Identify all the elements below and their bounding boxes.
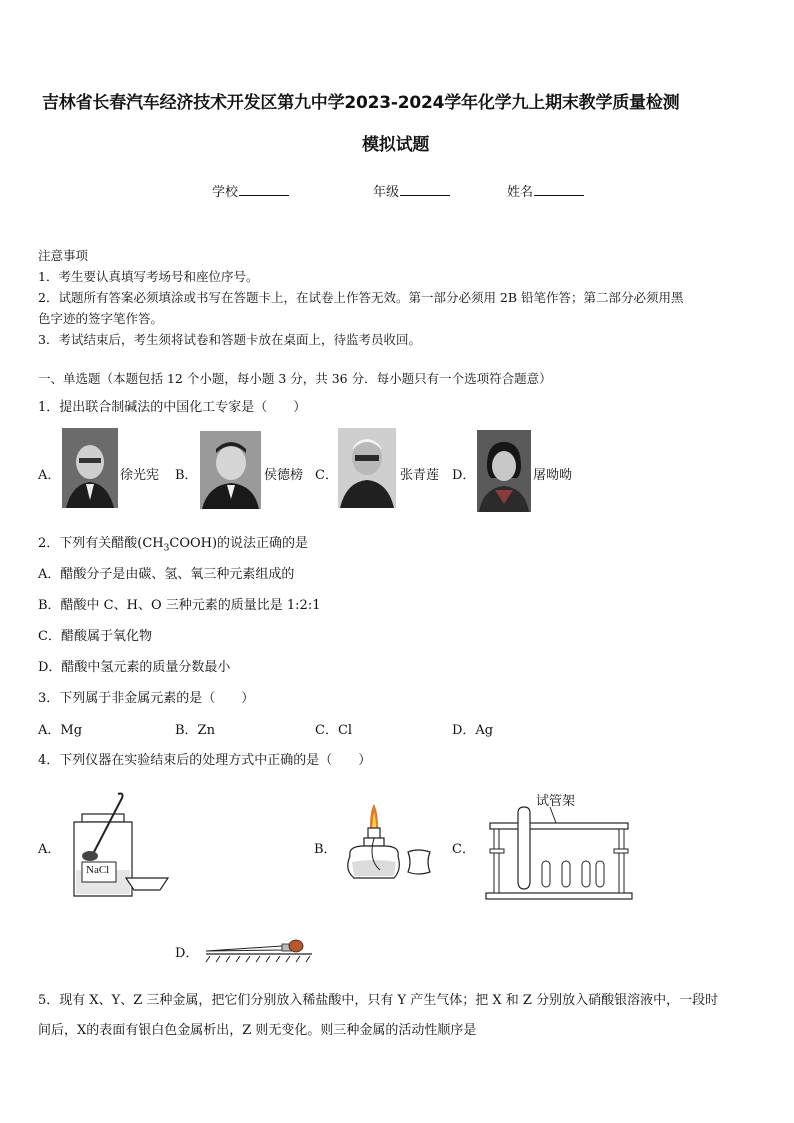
dropper-on-table-illustration [202, 934, 314, 964]
q3-option-d[interactable]: D．Ag [452, 723, 494, 738]
exam-title-line1: 吉林省长春汽车经济技术开发区第九中学2023-2024学年化学九上期末教学质量检测 [42, 93, 680, 113]
grade-blank[interactable] [400, 183, 450, 196]
q1-option-d-name: 屠呦呦 [533, 468, 573, 483]
name-blank[interactable] [534, 183, 584, 196]
q1-option-b-name: 侯德榜 [264, 468, 304, 483]
school-field[interactable] [212, 181, 289, 200]
q2-stem: 2．下列有关醋酸$(CH_3COOH)$的说法正确的是 [38, 536, 309, 554]
alcohol-lamp-illustration [340, 800, 440, 890]
nacl-label: NaCl [86, 864, 110, 876]
rack-label: 试管架 [536, 794, 576, 809]
portrait-xu-guangxian [62, 428, 118, 508]
q3-option-b[interactable]: B．Zn [175, 723, 215, 738]
portrait-hou-debang [200, 431, 261, 509]
portrait-zhang-qinglian [338, 428, 396, 508]
notice-item: 色字迹的签字笔作答。 [38, 311, 164, 326]
notice-item: 1．考生要认真填写考场号和座位序号。 [38, 269, 259, 284]
grade-label: 年级 [373, 185, 400, 200]
q2-option-c[interactable]: C．醋酸属于氧化物 [38, 629, 152, 644]
q4-option-b[interactable]: B． [314, 842, 337, 857]
q1-option-c-letter[interactable]: C． [315, 468, 338, 483]
q2-option-b[interactable]: B．醋酸中 C、H、O 三种元素的质量比是 1:2:1 [38, 598, 321, 613]
test-tube-rack-illustration [484, 805, 636, 905]
school-label: 学校 [212, 185, 239, 200]
portrait-tu-youyou [477, 430, 531, 512]
q4-option-c[interactable]: C． [452, 842, 475, 857]
q4-option-d[interactable]: D． [175, 946, 199, 961]
name-field[interactable] [507, 181, 584, 200]
section-heading: 一、单选题（本题包括 12 个小题，每小题 3 分，共 36 分．每小题只有一个选项符合题意） [38, 371, 552, 386]
q5-stem-line2: 间后，X的表面有银白色金属析出，Z 则无变化。则三种金属的活动性顺序是 [38, 1023, 477, 1038]
q1-option-d-letter[interactable]: D． [452, 468, 476, 483]
q2-option-d[interactable]: D．醋酸中氢元素的质量分数最小 [38, 660, 231, 675]
q1-option-c-name: 张青莲 [400, 468, 440, 483]
notice-heading: 注意事项 [38, 248, 89, 263]
grade-field[interactable] [373, 181, 450, 200]
q4-stem: 4．下列仪器在实验结束后的处理方式中正确的是（ ） [38, 753, 372, 768]
q5-stem-line1: 5．现有 X、Y、Z 三种金属，把它们分别放入稀盐酸中，只有 Y 产生气体；把 X 和 Z 分别放入硝酸银溶液中，一段时 [38, 993, 719, 1008]
q3-stem: 3．下列属于非金属元素的是（ ） [38, 691, 255, 706]
q1-option-a-name: 徐光宪 [120, 468, 160, 483]
notice-item: 3．考试结束后，考生须将试卷和答题卡放在桌面上，待监考员收回。 [38, 332, 421, 347]
school-blank[interactable] [239, 183, 289, 196]
name-label: 姓名 [507, 185, 534, 200]
reagent-jar-illustration [68, 790, 173, 900]
q3-option-a[interactable]: A．Mg [38, 723, 83, 738]
exam-title-line2: 模拟试题 [362, 135, 430, 155]
q4-option-a[interactable]: A． [38, 842, 61, 857]
q1-stem: 1．提出联合制碱法的中国化工专家是（ ） [38, 400, 307, 415]
q1-option-a-letter[interactable]: A． [38, 468, 61, 483]
notice-item: 2．试题所有答案必须填涂或书写在答题卡上，在试卷上作答无效。第一部分必须用 2B 铅笔作答；第二部分必须用黑 [38, 290, 684, 305]
q1-option-b-letter[interactable]: B． [175, 468, 198, 483]
q3-option-c[interactable]: C．Cl [315, 723, 353, 738]
q2-option-a[interactable]: A．醋酸分子是由碳、氢、氧三种元素组成的 [38, 567, 295, 582]
